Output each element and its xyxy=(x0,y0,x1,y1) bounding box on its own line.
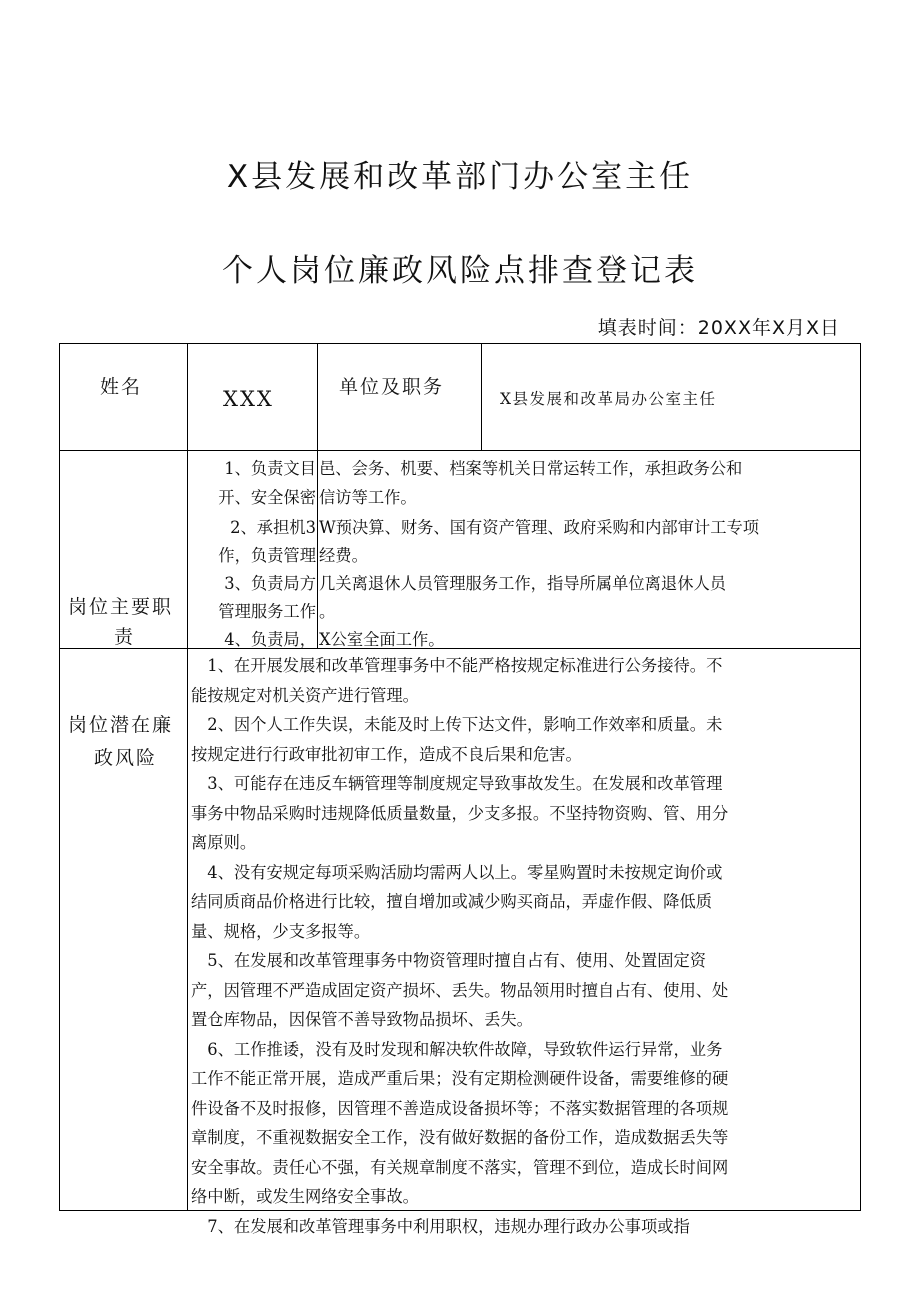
column-divider-unit-value xyxy=(481,343,482,450)
page-title-line1: X县发展和改革部门办公室主任 xyxy=(226,159,694,195)
duties-label-line2: 责 xyxy=(114,626,136,648)
page-title-line2: 个人岗位廉政风险点排查登记表 xyxy=(222,253,698,289)
duty-right-line: 几关离退休人员管理服务工作，指导所属单位离退休人员 xyxy=(319,574,727,593)
duty-right-line: X公室全面工作。 xyxy=(319,630,445,649)
fill-date: 填表时间：20XX年X月X日 xyxy=(597,317,840,339)
duties-split-line xyxy=(317,450,318,648)
duty-left-line: 4、负责局， xyxy=(224,630,316,649)
table-border-left xyxy=(59,343,60,1211)
duty-right-line: W预决算、财务、国有资产管理、政府采购和内部审计工专项 xyxy=(319,518,760,537)
risk-line: 6、工作推诿，没有及时发现和解决软件故障，导致软件运行异常，业务 xyxy=(191,1039,723,1059)
risk-line: 件设备不及时报修，因管理不善造成设备损坏等；不落实数据管理的各项规 xyxy=(191,1098,729,1118)
unit-label: 单位及职务 xyxy=(339,376,445,398)
risk-line: 3、可能存在违反车辆管理等制度规定导致事故发生。在发展和改革管理 xyxy=(191,774,723,793)
row-divider-1 xyxy=(59,450,861,451)
duty-right-line: 信访等工作。 xyxy=(319,488,417,507)
duty-left-line: 作，负责管理 xyxy=(218,546,316,565)
table-border-top xyxy=(59,343,861,344)
risk-line: 2、因个人工作失误，未能及时上传下达文件，影响工作效率和质量。未 xyxy=(191,715,723,734)
risk-line: 5、在发展和改革管理事务中物资管理时擅自占有、使用、处置固定资 xyxy=(191,951,707,970)
risk-line: 1、在开展发展和改革管理事务中不能严格按规定标准进行公务接待。不 xyxy=(191,656,723,675)
duty-right-line: 经费。 xyxy=(319,546,368,565)
risk-line: 能按规定对机关资产进行管理。 xyxy=(191,685,419,705)
duty-left-line: 管理服务工作 xyxy=(218,602,316,621)
risk-line: 络中断，或发生网络安全事故。 xyxy=(191,1187,419,1206)
duties-label-line1: 岗位主要职 xyxy=(68,596,174,618)
risk-line: 7、在发展和改革管理事务中利用职权，违规办理行政办公事项或指 xyxy=(191,1216,690,1236)
risk-line: 安全事故。责任心不强，有关规章制度不落实，管理不到位，造成长时间网 xyxy=(191,1157,729,1177)
risks-label-line2: 政风险 xyxy=(94,747,158,769)
duty-left-line: 3、负责局方 xyxy=(224,574,316,593)
risk-line: 量、规格，少支多报等。 xyxy=(191,921,371,941)
duty-left-line: 开、安全保密 xyxy=(218,488,316,507)
risk-line: 结同质商品价格进行比较，擅自增加或减少购买商品，弄虚作假、降低质 xyxy=(191,892,713,911)
risk-line: 产，因管理不严造成固定资产损坏、丢失。物品领用时擅自占有、使用、处 xyxy=(191,980,729,1000)
risk-line: 离原则。 xyxy=(191,833,257,852)
duty-right-line: 邑、会务、机要、档案等机关日常运转工作，承担政务公和 xyxy=(319,459,743,478)
risk-line: 按规定进行行政审批初审工作，造成不良后果和危害。 xyxy=(191,744,582,764)
risk-line: 置仓库物品，因保管不善导致物品损坏、丢失。 xyxy=(191,1010,533,1029)
duty-left-line: 2、承担机3 xyxy=(230,518,316,537)
risk-line: 4、没有安规定每项采购活励均需两人以上。零星购置时未按规定询价或 xyxy=(191,862,723,882)
risk-line: 章制度，不重视数据安全工作，没有做好数据的备份工作，造成数据丢失等 xyxy=(191,1128,729,1147)
duty-left-line: 1、负责文目 xyxy=(224,459,316,478)
duty-right-line: 。 xyxy=(319,602,336,621)
risk-line: 工作不能正常开展，造成严重后果；没有定期检测硬件设备，需要维修的硬 xyxy=(191,1069,729,1088)
column-divider-unit-label xyxy=(317,343,318,450)
unit-value: X县发展和改革局办公室主任 xyxy=(500,390,717,408)
name-label: 姓名 xyxy=(100,376,143,398)
risk-line: 事务中物品采购时违规降低质量数量，少支多报。不坚持物资购、管、用分 xyxy=(191,803,729,823)
name-value: XXX xyxy=(223,387,274,411)
table-border-right xyxy=(860,343,861,1211)
column-divider-label xyxy=(187,343,188,1211)
risks-label-line1: 岗位潜在廉 xyxy=(68,714,174,736)
